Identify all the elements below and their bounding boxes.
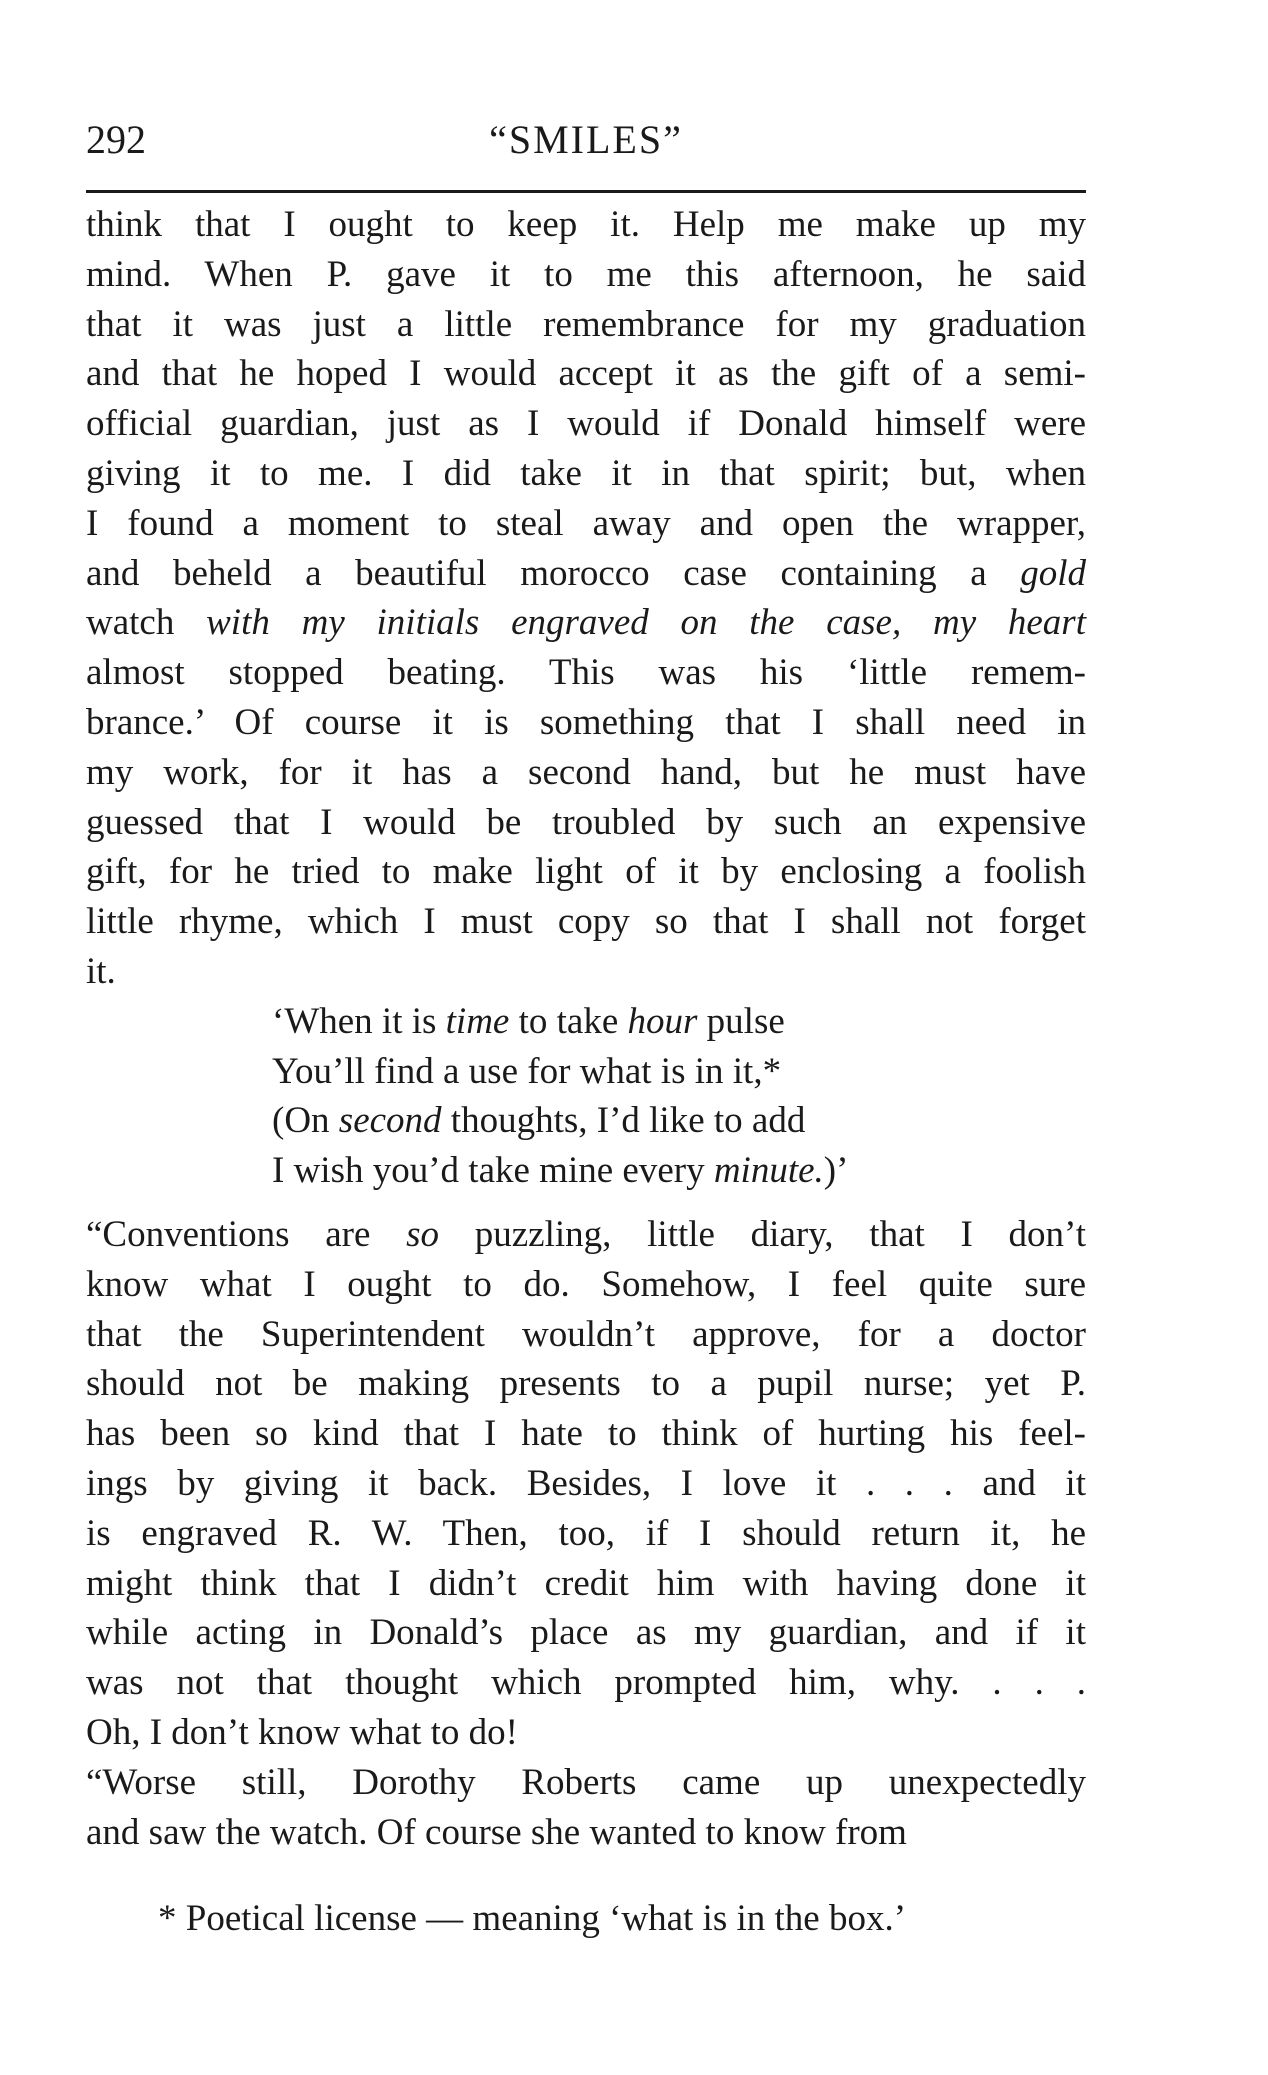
text-run: Oh, I don’t know what to do!: [86, 1711, 518, 1753]
text-line: [86, 897, 1086, 947]
text-run: watch: [86, 602, 175, 644]
paragraph: [86, 200, 1086, 997]
text-line: [86, 1210, 1086, 1260]
text-run: while acting in Donald’s place as my guardian, and if it: [86, 1612, 1086, 1654]
text-line: [86, 598, 1086, 648]
text-line: [86, 449, 1086, 499]
running-head: [86, 110, 1086, 170]
text-run: think that I ought to keep it. Help me make up my: [86, 204, 1086, 245]
text-line: [86, 399, 1086, 449]
text-run: You’ll find a use for what is in it,*: [272, 1050, 782, 1092]
text-line: [86, 549, 1086, 599]
text-run: puzzling, little diary, that I don’t: [439, 1213, 1086, 1255]
running-title: “SMILES”: [489, 117, 683, 162]
text-line: [86, 1260, 1086, 1310]
text-run: brance.’ Of course it is something that I shall need in: [86, 701, 1086, 743]
text-line: [86, 1758, 1086, 1808]
text-line: [86, 300, 1086, 350]
text-run: that the Superintendent wouldn’t approve, for a doctor: [86, 1313, 1086, 1355]
text-run: and that he hoped I would accept it as the gift of a semi-: [86, 353, 1086, 395]
text-run: might think that I didn’t credit him with having done it: [86, 1562, 1086, 1604]
text-line: [86, 1608, 1086, 1658]
text-run: )’: [823, 1150, 849, 1192]
paragraph: [86, 1758, 1086, 1858]
text-line: [86, 250, 1086, 300]
italic-text: gold: [1020, 552, 1086, 594]
text-line: [86, 1658, 1086, 1708]
italic-text: time: [445, 1000, 510, 1042]
text-run: it.: [86, 950, 116, 992]
text-line: [86, 1359, 1086, 1409]
text-line: [272, 1096, 1086, 1146]
text-line: [86, 200, 1086, 250]
text-line: [86, 1310, 1086, 1360]
text-run: “Conventions are: [86, 1213, 407, 1255]
header-rule: [86, 190, 1086, 193]
text-run: my work, for it has a second hand, but he must have: [86, 751, 1086, 793]
text-line: [272, 1146, 1086, 1196]
text-line: [86, 1459, 1086, 1509]
text-run: giving it to me. I did take it in that spirit; but, when: [86, 452, 1086, 494]
text-run: (On: [272, 1100, 339, 1142]
page-number: 292: [86, 117, 146, 162]
text-line: [86, 1409, 1086, 1459]
italic-text: with my initials engraved on the case, my heart: [174, 602, 1086, 644]
text-line: [86, 1808, 1086, 1858]
text-run: ings by giving it back. Besides, I love it . . . and it: [86, 1462, 1086, 1504]
text-line: [86, 947, 1086, 997]
text-line: [86, 349, 1086, 399]
text-line: [272, 997, 1086, 1047]
text-run: “Worse still, Dorothy Roberts came up unexpectedly: [86, 1761, 1086, 1803]
text-run: gift, for he tried to make light of it by enclosing a foolish: [86, 851, 1086, 893]
italic-text: hour: [627, 1000, 698, 1042]
text-line: [86, 1559, 1086, 1609]
footnote: [86, 1894, 1086, 1944]
text-run: mind. When P. gave it to me this afternoon, he said: [86, 253, 1086, 295]
text-line: [86, 1708, 1086, 1758]
text-line: [86, 1509, 1086, 1559]
verse: [86, 997, 1086, 1196]
text-run: and saw the watch. Of course she wanted to know from: [86, 1811, 907, 1853]
text-line: [86, 648, 1086, 698]
text-run: to take: [509, 1000, 628, 1042]
text-run: and beheld a beautiful morocco case containing a: [86, 552, 1021, 594]
body-text: [86, 200, 1086, 1857]
footnote-text: * Poetical license — meaning ‘what is in the box.’: [158, 1898, 907, 1939]
text-run: little rhyme, which I must copy so that I shall not forget: [86, 901, 1086, 943]
text-line: [86, 847, 1086, 897]
italic-text: minute.: [713, 1150, 824, 1192]
text-run: pulse: [697, 1000, 785, 1042]
text-run: ‘When it is: [272, 1000, 446, 1042]
text-run: I wish you’d take mine every: [272, 1150, 714, 1192]
italic-text: so: [406, 1213, 440, 1255]
text-run: is engraved R. W. Then, too, if I should return it, he: [86, 1512, 1086, 1554]
text-line: [86, 798, 1086, 848]
paragraph: [86, 1210, 1086, 1758]
text-run: almost stopped beating. This was his ‘little remem-: [86, 652, 1086, 694]
text-run: official guardian, just as I would if Donald himself were: [86, 403, 1086, 445]
text-line: [272, 1047, 1086, 1097]
text-run: I found a moment to steal away and open the wrapper,: [86, 502, 1086, 544]
text-line: [86, 698, 1086, 748]
italic-text: second: [338, 1100, 442, 1142]
text-run: thoughts, I’d like to add: [441, 1100, 806, 1142]
text-run: know what I ought to do. Somehow, I feel quite sure: [86, 1263, 1086, 1305]
text-run: was not that thought which prompted him, why. . . .: [86, 1662, 1086, 1704]
text-run: should not be making presents to a pupil nurse; yet P.: [86, 1363, 1086, 1405]
text-line: [86, 499, 1086, 549]
verse-gap: [86, 1196, 1086, 1210]
text-line: [86, 748, 1086, 798]
text-run: guessed that I would be troubled by such an expensive: [86, 801, 1086, 843]
text-run: has been so kind that I hate to think of hurting his feel-: [86, 1413, 1086, 1455]
text-run: that it was just a little remembrance for my graduation: [86, 303, 1086, 345]
